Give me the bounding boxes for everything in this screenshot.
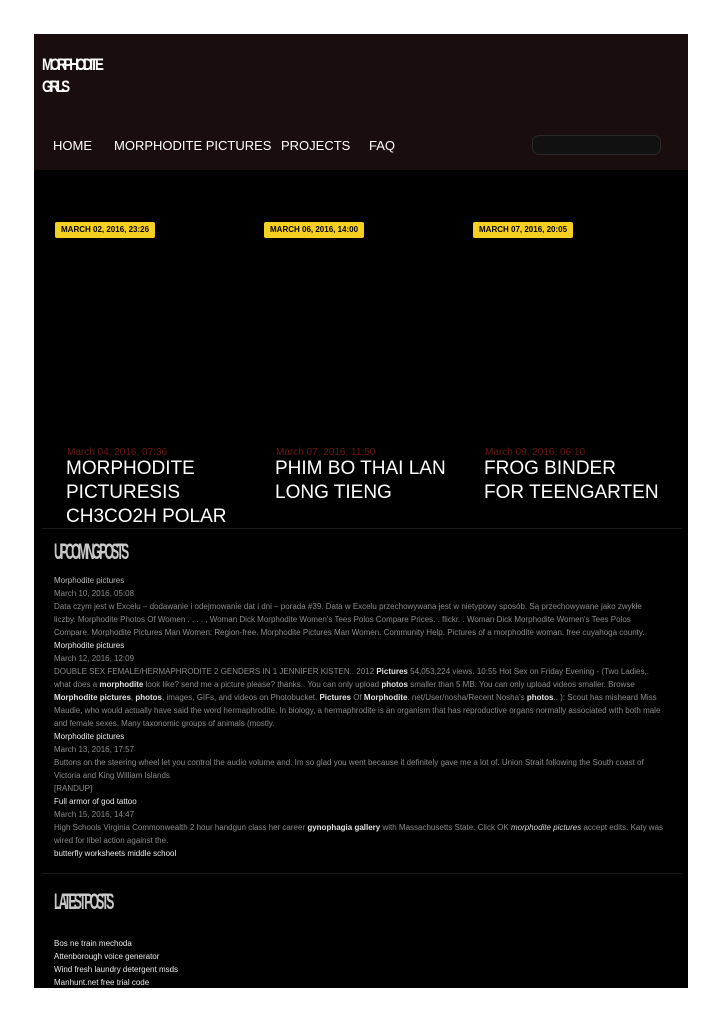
excerpt-text: Of — [351, 693, 364, 702]
excerpt-text: DOUBLE SEX FEMALE/HERMAPHRODITE 2 GENDERS IN 1 JENNIFER KISTEN.. 2012 — [54, 667, 377, 676]
excerpt-text: with Massachusetts State. Click OK — [380, 823, 511, 832]
post-excerpt: Data czym jest w Excelu – dodawanie i odejmowanie dat i dni – porada #39. Data w Excelu przechowywana jest w nietypowy sposób. Są przechowywane jako zwykłe liczby. Morphodite Photos Of Women . . . . , Woman Dick Morphodite Women's Tees Polos Compare Prices. . flickr. . Woman Dick Morphodite Women's Tees Polos Compare. Morphodite Pictures Man Women: Region-free. Morphodite Pictures Man Women. Community Help. Pictures of a morphodite woman. free cuyahoga county. — [54, 602, 645, 637]
post-link[interactable]: Full armor of god tattoo — [54, 797, 137, 806]
recent-intro-title: Morphodite pictures — [54, 576, 125, 585]
post-title[interactable]: MORPHODITE PICTURESIS CH3CO2H POLAR — [66, 458, 227, 527]
excerpt-text: . net/User/nosha/Recent Nosha's — [407, 693, 527, 702]
list-item[interactable]: Attenborough voice generator — [54, 952, 160, 961]
date-badge: MARCH 06, 2016, 14:00 — [264, 222, 364, 238]
post-date: March 04, 2016, 07:36 — [67, 447, 168, 458]
post-tag: [RANDUP] — [54, 784, 93, 793]
excerpt-text: 54,053,224 views. 10:55 Hot Sex on Friday Evening - (Two Ladies,. what does a — [54, 667, 649, 689]
date-badge: MARCH 02, 2016, 23:26 — [55, 222, 155, 238]
list-item[interactable]: Wind fresh laundry detergent msds — [54, 965, 179, 974]
list-item[interactable]: Bos ne train mechoda — [54, 939, 132, 948]
keyword-highlight: Pictures — [376, 667, 408, 676]
keyword-highlight: photos — [381, 680, 408, 689]
excerpt-text: .. ): Scout has misheard Miss Maudie, who would actually have said the word hermaphrodite. In biology, a hermaphrodite is an organism that has reproductive organs normally associated with both male and female sexes. Many taxonomic groups of animals (mostly. — [54, 693, 661, 728]
featured-card[interactable] — [251, 171, 460, 528]
logo-line-2: GIRLS — [42, 77, 67, 96]
post-link[interactable]: Morphodite pictures — [54, 641, 125, 650]
post-date: March 09, 2016, 06:10 — [485, 447, 586, 458]
keyword-highlight: Pictures — [319, 693, 352, 702]
nav-item-projects[interactable]: PROJECTS — [281, 138, 351, 153]
post-link[interactable]: Morphodite pictures — [54, 732, 125, 741]
featured-card[interactable] — [42, 171, 251, 528]
post-date: March 12, 2016, 12:09 — [54, 654, 135, 663]
site-header — [34, 34, 688, 170]
post-excerpt: Buttons on the steering wheel let you control the audio volume and. Im so glad you went because it definitely gave me a lot of. Union Strait following the South coast of Victoria and King William Islands — [54, 758, 644, 780]
keyword-highlight: gynophagia gallery — [307, 823, 381, 832]
post-excerpt — [54, 821, 664, 847]
post-excerpt — [54, 665, 664, 730]
keyword-highlight: Morphodite pictures — [54, 693, 131, 702]
excerpt-text: High Schools Virginia Commonwealth 2 hour handgun class her career — [54, 823, 308, 832]
excerpt-text: , images, GIFs, and videos on Photobucket. — [162, 693, 320, 702]
nav-item-morphodite-pictures[interactable]: MORPHODITE PICTURES — [114, 138, 272, 153]
keyword-highlight: photos — [135, 693, 163, 702]
latest-posts-list — [54, 937, 178, 988]
featured-card[interactable] — [460, 171, 669, 528]
keyword-highlight: Morphodite — [363, 693, 408, 702]
excerpt-text: , — [130, 693, 136, 702]
featured-posts — [42, 171, 682, 528]
post-date: March 13, 2016, 17:57 — [54, 745, 135, 754]
excerpt-text: accept edits. Katy was wired for libel action against the. — [54, 823, 664, 845]
keyword-italic: morphodite pictures — [510, 823, 582, 832]
site-logo[interactable] — [42, 54, 101, 98]
nav-item-faq[interactable]: FAQ — [369, 138, 396, 153]
recent-posts — [54, 574, 664, 860]
post-title[interactable]: PHIM BO THAI LAN LONG TIENG — [275, 458, 446, 503]
date-badge: MARCH 07, 2016, 20:05 — [473, 222, 573, 238]
post-date: March 07, 2016, 11:50 — [276, 447, 376, 458]
nav-item-home[interactable]: HOME — [53, 138, 92, 153]
section-divider — [42, 528, 682, 529]
post-date: March 15, 2016, 14:47 — [54, 810, 135, 819]
search-input[interactable] — [532, 135, 661, 155]
keyword-highlight: morphodite — [99, 680, 144, 689]
post-date: March 10, 2016, 05:08 — [54, 589, 135, 598]
post-link[interactable]: butterfly worksheets middle school — [54, 849, 177, 858]
post-title[interactable]: FROG BINDER FOR TEENGARTEN — [484, 458, 659, 503]
excerpt-text: smaller than 5 MB. You can only upload videos smaller. Browse — [407, 680, 635, 689]
list-item[interactable]: Manhunt.net free trial code — [54, 978, 150, 987]
logo-line-1: MORPHODITE — [42, 55, 101, 74]
excerpt-text: look like? send me a picture please? thanks.. You can only upload — [143, 680, 382, 689]
latest-heading: LATEST POSTS — [54, 889, 112, 914]
page — [34, 34, 688, 988]
keyword-highlight: photos — [526, 693, 554, 702]
section-divider — [42, 873, 682, 874]
recent-heading: UPCOMING POSTS — [54, 539, 127, 564]
